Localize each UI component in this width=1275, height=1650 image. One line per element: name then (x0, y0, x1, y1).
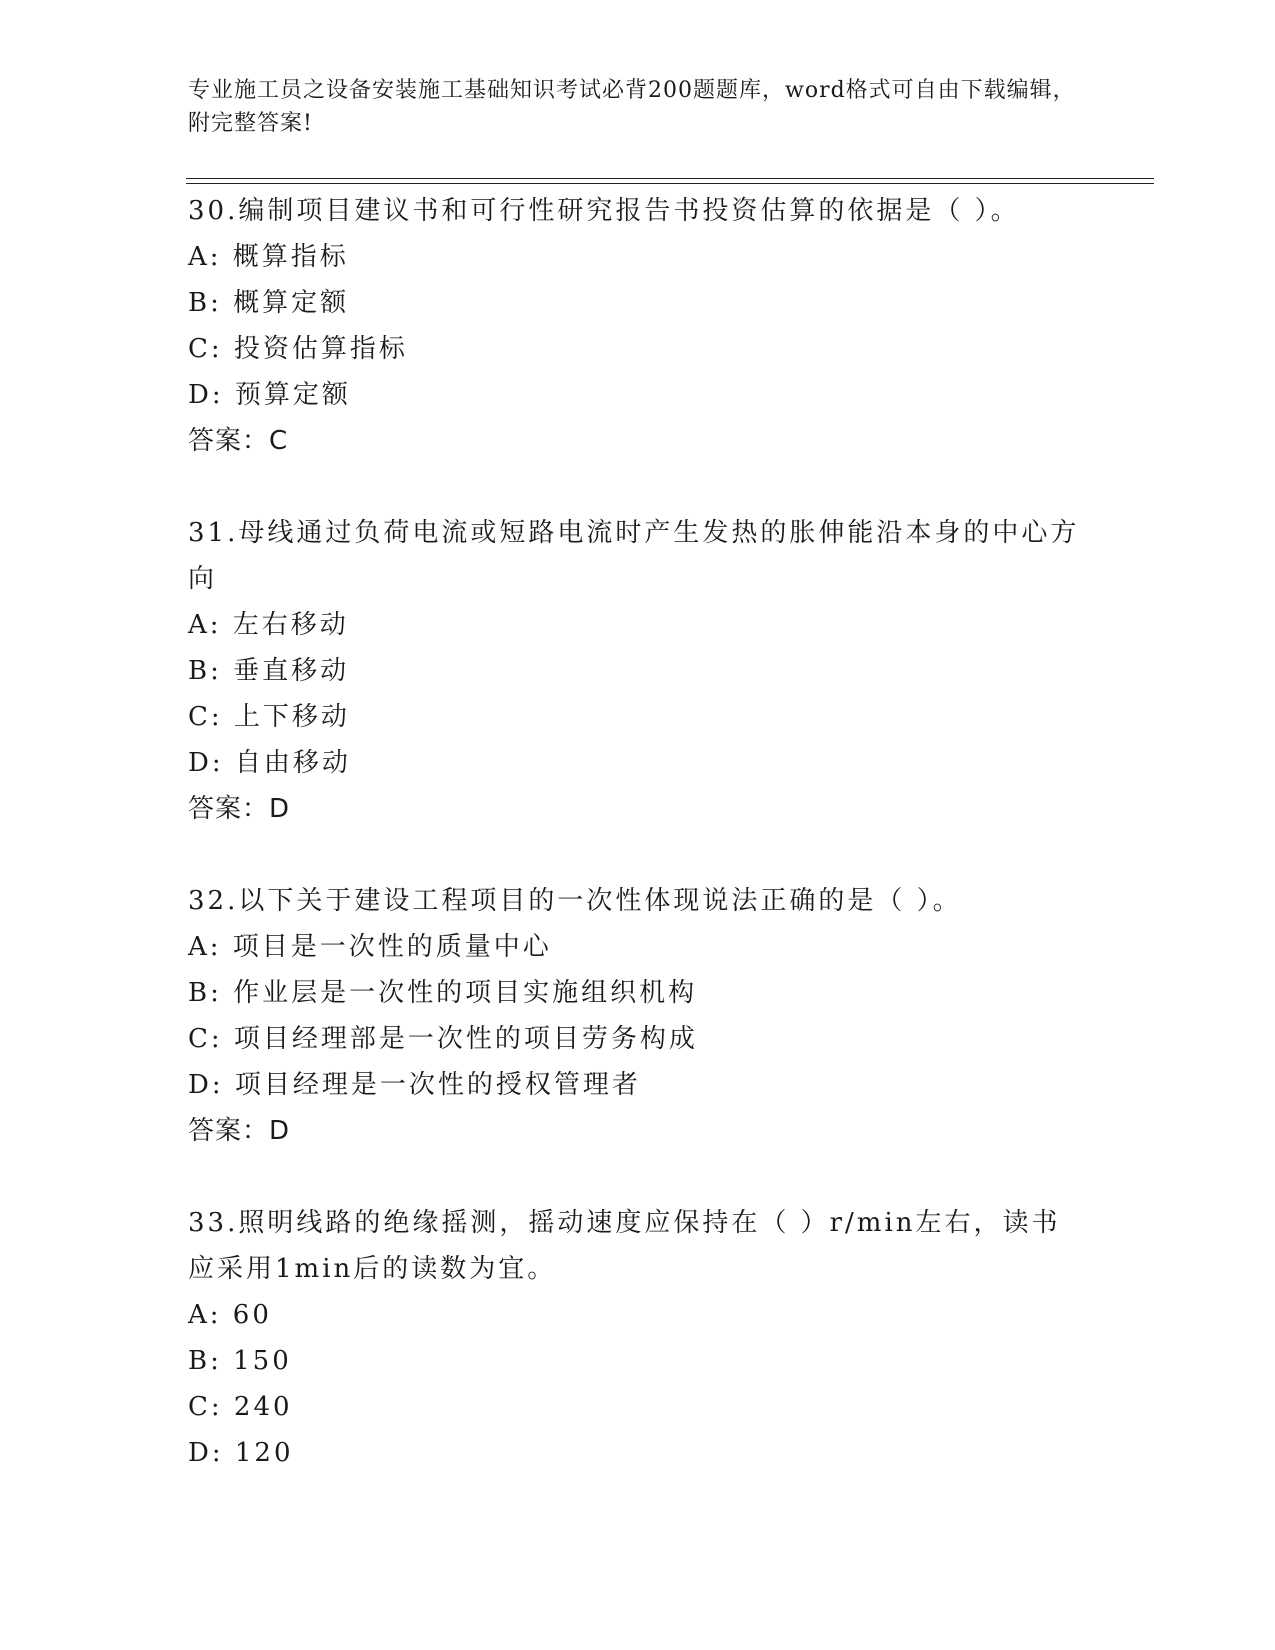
option-b: B: 概算定额 (188, 288, 350, 318)
option-a: A: 项目是一次性的质量中心 (188, 932, 552, 962)
question-spacer (188, 1154, 1088, 1200)
question-text: 32.以下关于建设工程项目的一次性体现说法正确的是（ ）。 (188, 886, 962, 916)
option-b: B: 150 (188, 1346, 292, 1376)
answer-line: 答案：D (188, 794, 291, 824)
question-31 (188, 510, 1088, 832)
option-d: D: 预算定额 (188, 380, 351, 410)
question-32 (188, 878, 1088, 1154)
option-c: C: 投资估算指标 (188, 334, 408, 364)
question-text: 33.照明线路的绝缘摇测，摇动速度应保持在（ ）r/min左右，读书应采用1min后的读数为宜。 (188, 1208, 1061, 1284)
option-c: C: 上下移动 (188, 702, 350, 732)
question-text: 30.编制项目建议书和可行性研究报告书投资估算的依据是（ ）。 (188, 196, 1020, 226)
question-text: 31.母线通过负荷电流或短路电流时产生发热的胀伸能沿本身的中心方向 (188, 518, 1080, 594)
question-spacer (188, 832, 1088, 878)
option-a: A: 60 (188, 1300, 272, 1330)
option-d: D: 自由移动 (188, 748, 351, 778)
question-33 (188, 1200, 1088, 1476)
header-rule-top (186, 178, 1154, 179)
answer-line: 答案：C (188, 426, 289, 456)
answer-line: 答案：D (188, 1116, 291, 1146)
option-b: B: 作业层是一次性的项目实施组织机构 (188, 978, 698, 1008)
option-c: C: 项目经理部是一次性的项目劳务构成 (188, 1024, 698, 1054)
document-header: 专业施工员之设备安装施工基础知识考试必背200题题库，word格式可自由下载编辑，附完整答案! (188, 78, 1076, 136)
question-spacer (188, 464, 1088, 510)
option-d: D: 项目经理是一次性的授权管理者 (188, 1070, 641, 1100)
option-a: A: 概算指标 (188, 242, 349, 272)
option-d: D: 120 (188, 1438, 294, 1468)
option-c: C: 240 (188, 1392, 293, 1422)
question-30 (188, 188, 1088, 464)
option-b: B: 垂直移动 (188, 656, 350, 686)
header-rule-bottom (186, 183, 1154, 184)
question-list (188, 188, 1088, 1476)
option-a: A: 左右移动 (188, 610, 349, 640)
